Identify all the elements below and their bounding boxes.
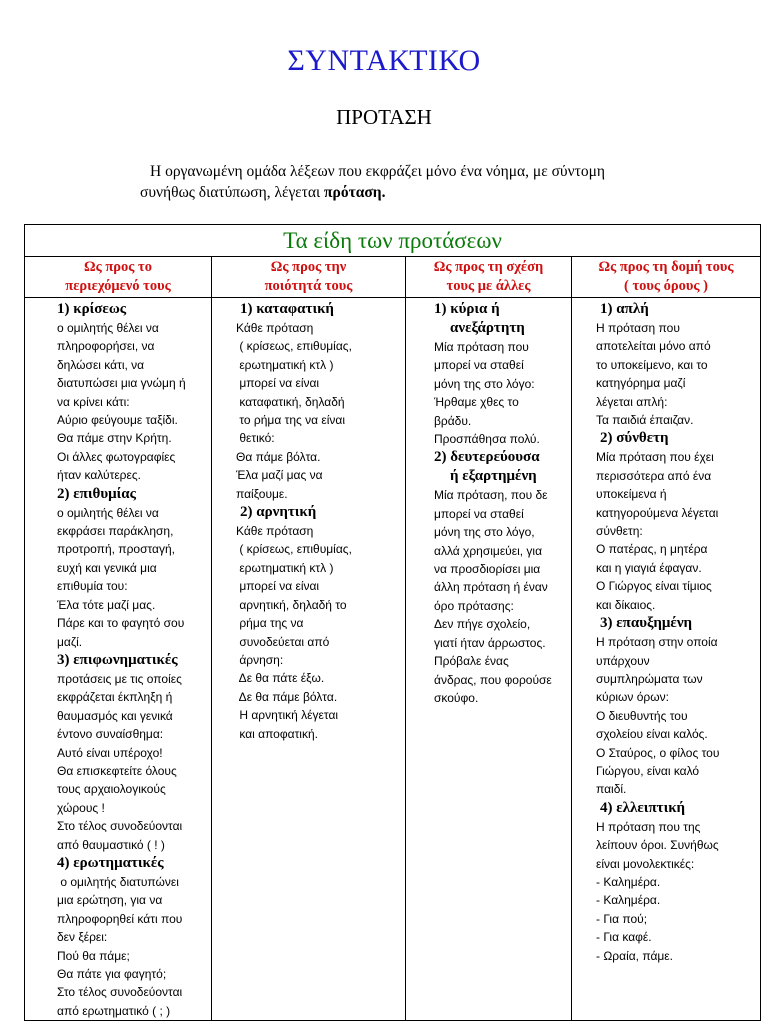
text-line: μπορεί να είναι: [236, 376, 320, 391]
text-line: σκούφο.: [434, 690, 479, 705]
text-line: Κάθε πρόταση: [236, 524, 314, 539]
text-line: μπορεί να σταθεί: [434, 506, 524, 521]
column-header-quality: [212, 257, 406, 298]
text-line: Γιώργου, είναι καλό: [596, 763, 700, 778]
table-title: Τα είδη των προτάσεων: [25, 225, 761, 257]
text-line: προτάσεις με τις οποίες: [57, 671, 182, 686]
text-line: Στο τέλος συνοδεύονται: [57, 985, 183, 1000]
text-line: ( κρίσεως, επιθυμίας,: [236, 542, 352, 557]
text-line: υποκείμενα ή: [596, 487, 667, 502]
intro-bold-term: πρόταση.: [324, 184, 386, 201]
column-header-structure: [572, 257, 761, 298]
text-line: ο ομιλητής διατυπώνει: [57, 874, 179, 889]
text-line: Ο Γιώργος είναι τίμιος: [596, 579, 712, 594]
text-line: Η αρνητική λέγεται: [236, 708, 339, 723]
text-line: μαζί.: [57, 634, 83, 649]
text-line: έντονο συναίσθημα:: [57, 727, 164, 742]
column-header-line: Ως προς την: [270, 259, 347, 275]
text-line: Ο πατέρας, η μητέρα: [596, 542, 708, 557]
text-line: Αυτό είναι υπέροχο!: [57, 745, 163, 760]
text-line: Τα παιδιά έπαιζαν.: [596, 413, 694, 428]
text-line: κατηγορούμενα λέγεται: [596, 505, 719, 520]
text-line: λέγεται απλή:: [596, 394, 668, 409]
text-line: παίξουμε.: [236, 486, 288, 501]
text-line: συμπληρώματα των: [596, 671, 703, 686]
text-line: Αύριο φεύγουμε ταξίδι.: [57, 413, 178, 428]
text-line: κατηγόρημα μαζί: [596, 376, 686, 391]
text-line: Μία πρόταση που: [434, 340, 529, 354]
text-line: Ο διευθυντής του: [596, 708, 688, 723]
text-line: Η πρόταση που: [596, 321, 680, 335]
text-line: και αποφατική.: [236, 726, 318, 741]
text-line: - Για καφέ.: [596, 930, 652, 945]
text-line: μια ερώτηση, για να: [57, 893, 163, 908]
text-line: και δίκαιος.: [596, 597, 656, 612]
type-heading: 4) ερωτηματικές: [57, 854, 164, 871]
text-line: ο ομιλητής θέλει να: [57, 505, 159, 520]
text-line: Πού θα πάμε;: [57, 948, 130, 963]
text-line: τους αρχαιολογικούς: [57, 782, 166, 797]
text-line: μόνη της στο λόγο,: [434, 525, 535, 540]
text-line: να προσδιορίσει μια: [434, 562, 541, 577]
column-header-line: Ως προς τη δομή τους: [598, 259, 734, 275]
column-header-line: τους με άλλες: [446, 278, 531, 294]
text-line: Δεν πήγε σχολείο,: [434, 617, 531, 632]
text-line: διατυπώσει μια γνώμη ή: [57, 376, 186, 391]
text-line: μπορεί να είναι: [236, 579, 320, 594]
text-line: σύνθετη:: [596, 524, 643, 539]
text-line: Πρόβαλε ένας: [434, 654, 509, 669]
column-header-line: ( τους όρους ): [623, 278, 708, 294]
type-heading: 1) κρίσεως: [57, 301, 127, 317]
text-line: Μία πρόταση, που δε: [434, 488, 548, 503]
sentence-types-table: [24, 224, 761, 1021]
text-line: Δε θα πάτε έξω.: [236, 671, 325, 686]
text-line: Οι άλλες φωτογραφίες: [57, 449, 176, 464]
type-heading: 3) επαυξημένη: [600, 615, 693, 632]
text-line: άνδρας, που φορούσε: [434, 672, 552, 687]
type-heading: 1) απλή: [600, 301, 649, 317]
page-title: ΣΥΝΤΑΚΤΙΚΟ: [287, 44, 481, 77]
intro-paragraph: [140, 161, 700, 203]
text-line: Η πρόταση που της: [596, 819, 701, 834]
text-line: είναι μονολεκτικές:: [596, 856, 695, 871]
page-subtitle: ΠΡΟΤΑΣΗ: [336, 105, 432, 129]
text-line: θετικό:: [236, 431, 275, 446]
text-line: περισσότερα από ένα: [596, 468, 712, 483]
text-line: Ήρθαμε χθες το: [434, 395, 519, 410]
text-line: Έλα μαζί μας να: [236, 468, 323, 483]
text-line: Έλα τότε μαζί μας.: [57, 597, 156, 612]
column-header-line: Ως προς το: [84, 259, 152, 275]
type-heading: 3) επιφωνηματικές: [57, 651, 178, 668]
text-line: υπάρχουν: [596, 653, 650, 668]
text-line: Δε θα πάμε βόλτα.: [236, 689, 338, 704]
type-heading: 2) επιθυμίας: [57, 485, 136, 502]
text-line: καταφατική, δηλαδή: [236, 394, 345, 409]
text-line: αλλά χρησιμεύει, για: [434, 543, 543, 558]
type-heading: 4) ελλειπτική: [600, 799, 686, 816]
text-line: μόνη της στο λόγο:: [434, 376, 535, 391]
text-line: δεν ξέρει:: [57, 930, 108, 945]
type-heading: 2) αρνητική: [240, 504, 317, 521]
text-line: δηλώσει κάτι, να: [57, 357, 145, 372]
text-line: Η πρόταση στην οποία: [596, 635, 718, 650]
text-line: πληροφορηθεί κάτι που: [57, 911, 183, 926]
text-line: λείπουν όροι. Συνήθως: [596, 838, 719, 853]
text-line: και η γιαγιά έφαγαν.: [596, 560, 702, 575]
text-line: να κρίνει κάτι:: [57, 394, 130, 409]
text-line: - Για πού;: [596, 911, 648, 926]
type-heading: 2) σύνθετη: [600, 430, 669, 447]
text-line: συνοδεύεται από: [236, 634, 330, 649]
text-line: όρο πρότασης:: [434, 598, 514, 613]
text-line: άλλη πρόταση ή έναν: [434, 580, 548, 595]
text-line: Θα πάμε στην Κρήτη.: [57, 431, 172, 446]
intro-line-1: Η οργανωμένη ομάδα λέξεων που εκφράζει μόνο ένα νόημα, με σύντομη: [150, 163, 606, 180]
text-line: ρήμα της να: [236, 616, 304, 631]
text-line: γιατί ήταν άρρωστος.: [434, 635, 546, 650]
text-line: ήταν καλύτερες.: [57, 468, 141, 483]
text-line: Προσπάθησα πολύ.: [434, 432, 540, 447]
text-line: αποτελείται μόνο από: [596, 339, 711, 354]
column-body-quality: [212, 298, 406, 1021]
column-header-relation: [406, 257, 572, 298]
type-heading: 1) κύρια ή: [434, 301, 500, 317]
text-line: Θα πάτε για φαγητό;: [57, 967, 167, 981]
text-line: ο ομιλητής θέλει να: [57, 321, 159, 335]
text-line: το υποκείμενο, και το: [596, 357, 708, 372]
text-line: ευχή και γενικά μια: [57, 560, 157, 575]
text-line: από ερωτηματικό ( ; ): [57, 1003, 171, 1018]
text-line: εκφράζεται έκπληξη ή: [57, 690, 173, 705]
text-line: Πάρε και το φαγητό σου: [57, 616, 185, 631]
type-heading-continued: ή εξαρτημένη: [450, 468, 537, 485]
text-line: κύριων όρων:: [596, 690, 669, 705]
text-line: άρνηση:: [236, 652, 284, 667]
column-header-line: Ως προς τη σχέση: [433, 259, 544, 275]
text-line: επιθυμία του:: [57, 579, 128, 594]
text-line: αρνητική, δηλαδή το: [236, 597, 347, 612]
text-line: βράδυ.: [434, 413, 472, 428]
column-header-line: περιεχόμενό τους: [65, 278, 171, 294]
type-heading: 2) δευτερεύουσα: [434, 449, 540, 466]
text-line: - Καλημέρα.: [596, 893, 661, 908]
intro-line-2: συνήθως διατύπωση, λέγεται: [140, 184, 325, 201]
column-body-content: [25, 298, 212, 1021]
column-body-structure: [572, 298, 761, 1021]
text-line: Κάθε πρόταση: [236, 321, 314, 335]
text-line: μπορεί να σταθεί: [434, 358, 524, 373]
text-line: χώρους !: [57, 800, 105, 815]
column-header-content: [25, 257, 212, 298]
text-line: πληροφορήσει, να: [57, 339, 155, 354]
text-line: Θα πάμε βόλτα.: [236, 449, 321, 464]
text-line: - Ωραία, πάμε.: [596, 948, 673, 963]
text-line: ερωτηματική κτλ ): [236, 560, 334, 575]
type-heading-continued: ανεξάρτητη: [450, 320, 525, 336]
text-line: ( κρίσεως, επιθυμίας,: [236, 339, 352, 354]
text-line: προτροπή, προσταγή,: [57, 542, 176, 557]
text-line: Ο Σταύρος, ο φίλος του: [596, 745, 720, 760]
text-line: Μία πρόταση που έχει: [596, 450, 714, 465]
text-line: Στο τέλος συνοδεύονται: [57, 819, 183, 834]
text-line: Θα επισκεφτείτε όλους: [57, 763, 177, 778]
text-line: από θαυμαστικό ( ! ): [57, 837, 165, 852]
type-heading: 1) καταφατική: [240, 301, 334, 317]
column-header-line: ποιότητά τους: [264, 278, 353, 294]
column-body-relation: [406, 298, 572, 1021]
text-line: ερωτηματική κτλ ): [236, 357, 334, 372]
text-line: παιδί.: [596, 782, 627, 797]
text-line: θαυμασμός και γενικά: [57, 708, 173, 723]
text-line: εκφράσει παράκληση,: [57, 524, 174, 539]
text-line: το ρήμα της να είναι: [236, 413, 346, 428]
text-line: - Καλημέρα.: [596, 874, 661, 889]
text-line: σχολείου είναι καλός.: [596, 727, 708, 742]
